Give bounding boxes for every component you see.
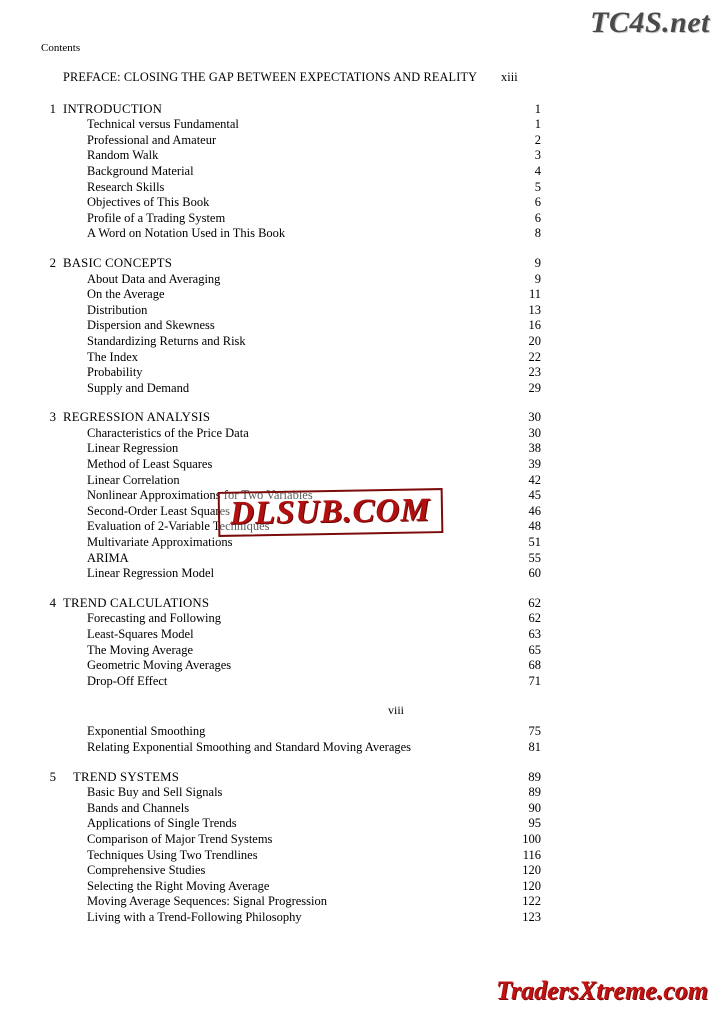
entry-page: 11 [528, 287, 541, 302]
entry-page: 30 [528, 425, 541, 440]
entry-page: 38 [528, 441, 541, 456]
chapter-number: 5 [49, 769, 56, 784]
toc-entry[interactable] [41, 740, 541, 756]
entry-label: Forecasting and Following [87, 611, 222, 626]
entry-page: 1 [534, 117, 541, 132]
chapter-page: 30 [528, 410, 541, 425]
watermark-center: DLSUB.COM [218, 488, 443, 537]
toc-chapter-5[interactable] [41, 770, 541, 786]
entry-label: ARIMA [87, 550, 129, 565]
entry-label: Research Skills [87, 179, 165, 194]
toc-entry[interactable] [41, 674, 541, 690]
entry-page: 4 [534, 163, 541, 178]
entry-label: Technical versus Fundamental [87, 117, 239, 132]
entry-page: 16 [528, 318, 541, 333]
entry-label: Bands and Channels [87, 800, 190, 815]
entry-label: Applications of Single Trends [87, 816, 237, 831]
entry-page: 3 [534, 148, 541, 163]
toc-entry[interactable] [41, 473, 541, 489]
entry-page: 122 [522, 894, 541, 909]
entry-page: 6 [534, 210, 541, 225]
toc-entry[interactable] [41, 148, 541, 164]
chapter-page: 9 [534, 255, 541, 270]
entry-label: Standardizing Returns and Risk [87, 333, 246, 348]
entry-label: About Data and Averaging [87, 271, 221, 286]
entry-label: Living with a Trend-Following Philosophy [87, 909, 302, 924]
toc-entry[interactable] [41, 535, 541, 551]
entry-page: 116 [522, 847, 541, 862]
entry-page: 42 [528, 472, 541, 487]
entry-label: Comparison of Major Trend Systems [87, 831, 273, 846]
entry-page: 46 [528, 503, 541, 518]
chapter-page: 1 [534, 101, 541, 116]
entry-page: 2 [534, 132, 541, 147]
toc-chapter-3[interactable] [41, 410, 541, 426]
toc-chapter-2[interactable] [41, 256, 541, 272]
entry-label: Method of Least Squares [87, 457, 213, 472]
toc-entry[interactable] [41, 848, 541, 864]
chapter-label: TREND SYSTEMS [73, 769, 180, 784]
toc-entry-page: xiii [501, 70, 518, 84]
toc-chapter-4[interactable] [41, 596, 541, 612]
toc-entry[interactable] [41, 117, 541, 133]
entry-label: Profile of a Trading System [87, 210, 226, 225]
toc-entry[interactable] [41, 334, 541, 350]
entry-page: 63 [528, 627, 541, 641]
entry-page: 20 [528, 333, 541, 348]
toc-entry-preface[interactable] [41, 70, 541, 86]
entry-label: Characteristics of the Price Data [87, 425, 249, 440]
chapter-page: 62 [528, 595, 541, 610]
chapter-number: 3 [49, 410, 56, 425]
entry-page: 51 [528, 535, 541, 550]
toc-entry[interactable] [41, 350, 541, 366]
toc-entry[interactable] [41, 272, 541, 288]
toc-entry[interactable] [41, 643, 541, 659]
toc-entry[interactable] [41, 426, 541, 442]
toc-entry[interactable] [41, 863, 541, 879]
chapter-page: 89 [528, 769, 541, 784]
entry-label: Professional and Amateur [87, 132, 217, 147]
entry-label: The Index [87, 349, 139, 364]
chapter-label: INTRODUCTION [63, 101, 163, 116]
toc-entry[interactable] [41, 627, 541, 643]
entry-page: 100 [522, 831, 541, 846]
toc-entry[interactable] [41, 832, 541, 848]
toc-entry[interactable] [41, 318, 541, 334]
toc-entry[interactable] [41, 180, 541, 196]
toc-entry[interactable] [41, 724, 541, 740]
toc-entry[interactable] [41, 441, 541, 457]
toc-entry[interactable] [41, 365, 541, 381]
entry-label: Selecting the Right Moving Average [87, 878, 270, 893]
entry-page: 123 [522, 909, 541, 924]
entry-label: Basic Buy and Sell Signals [87, 785, 223, 800]
entry-page: 45 [528, 488, 541, 503]
entry-page: 23 [528, 365, 541, 380]
entry-label: Dispersion and Skewness [87, 318, 215, 333]
watermark-bottom-right: TradersXtreme.com [495, 976, 708, 1005]
running-head: Contents [41, 42, 81, 54]
entry-label: Comprehensive Studies [87, 863, 206, 878]
entry-label: On the Average [87, 287, 165, 302]
entry-page: 29 [528, 380, 541, 395]
entry-page: 6 [534, 195, 541, 210]
entry-label: The Moving Average [87, 642, 193, 657]
entry-label: Objectives of This Book [87, 195, 210, 210]
toc-entry[interactable] [41, 133, 541, 149]
entry-label: Supply and Demand [87, 380, 190, 395]
entry-label: Second-Order Least Squares [87, 503, 231, 518]
entry-page: 81 [528, 739, 541, 754]
entry-label: A Word on Notation Used in This Book [87, 226, 286, 241]
entry-page: 71 [528, 673, 541, 688]
entry-label: Random Walk [87, 148, 159, 163]
entry-label: Geometric Moving Averages [87, 658, 232, 673]
entry-page: 68 [528, 658, 541, 673]
entry-label: Linear Regression [87, 441, 179, 456]
page-folio: viii [387, 703, 404, 718]
entry-page: 55 [528, 550, 541, 565]
entry-page: 75 [528, 724, 541, 739]
entry-label: Drop-Off Effect [87, 673, 168, 688]
toc-entry[interactable] [41, 910, 541, 926]
toc-entry[interactable] [41, 195, 541, 211]
entry-page: 120 [522, 863, 541, 878]
entry-page: 89 [528, 785, 541, 800]
entry-page: 9 [534, 271, 541, 286]
toc-entry[interactable] [41, 785, 541, 801]
toc-entry[interactable] [41, 566, 541, 582]
entry-label: Evaluation of 2-Variable Techniques [87, 519, 270, 534]
entry-label: Distribution [87, 302, 148, 317]
chapter-number: 4 [49, 595, 56, 610]
entry-page: 95 [528, 816, 541, 831]
toc-entry[interactable] [41, 611, 541, 627]
toc-entry[interactable] [41, 303, 541, 319]
toc-entry[interactable] [41, 551, 541, 567]
entry-label: Linear Regression Model [87, 566, 215, 581]
entry-label: Probability [87, 365, 143, 380]
entry-page: 65 [528, 642, 541, 657]
toc-entry[interactable] [41, 894, 541, 910]
toc-entry[interactable] [41, 287, 541, 303]
entry-label: Techniques Using Two Trendlines [87, 847, 258, 862]
entry-label: Linear Correlation [87, 472, 180, 487]
entry-label: Exponential Smoothing [87, 724, 206, 739]
entry-page: 22 [528, 349, 541, 364]
entry-page: 48 [528, 519, 541, 534]
entry-page: 60 [528, 566, 541, 581]
entry-page: 120 [522, 878, 541, 893]
toc-entry[interactable] [41, 658, 541, 674]
entry-page: 90 [528, 800, 541, 815]
toc-entry[interactable] [41, 801, 541, 817]
entry-page: 13 [528, 302, 541, 317]
entry-label: Multivariate Approximations [87, 535, 233, 550]
entry-label: Nonlinear Approximations for Two Variables [87, 488, 313, 503]
entry-page: 39 [528, 457, 541, 472]
chapter-number: 1 [49, 101, 56, 116]
entry-label: Relating Exponential Smoothing and Standard Moving Averages [87, 739, 412, 754]
toc-chapter-1[interactable] [41, 102, 541, 118]
entry-page: 62 [528, 611, 541, 626]
toc-entry[interactable] [41, 226, 541, 242]
toc-entry[interactable] [41, 457, 541, 473]
chapter-number: 2 [49, 255, 56, 270]
entry-page: 5 [534, 179, 541, 194]
chapter-label: REGRESSION ANALYSIS [63, 410, 211, 425]
watermark-top-right: TC4S.net [590, 6, 710, 39]
toc-entry[interactable] [41, 164, 541, 180]
chapter-label: TREND CALCULATIONS [63, 595, 210, 610]
entry-label: Least-Squares Model [87, 627, 194, 641]
toc-entry[interactable] [41, 381, 541, 397]
chapter-label: BASIC CONCEPTS [63, 255, 173, 270]
toc-entry-label: PREFACE: CLOSING THE GAP BETWEEN EXPECTATIONS AND REALITY [63, 70, 478, 84]
entry-label: Background Material [87, 163, 194, 178]
toc-entry[interactable] [41, 816, 541, 832]
toc-entry[interactable] [41, 879, 541, 895]
toc-entry[interactable] [41, 211, 541, 227]
entry-page: 8 [534, 226, 541, 241]
entry-label: Moving Average Sequences: Signal Progression [87, 894, 328, 909]
